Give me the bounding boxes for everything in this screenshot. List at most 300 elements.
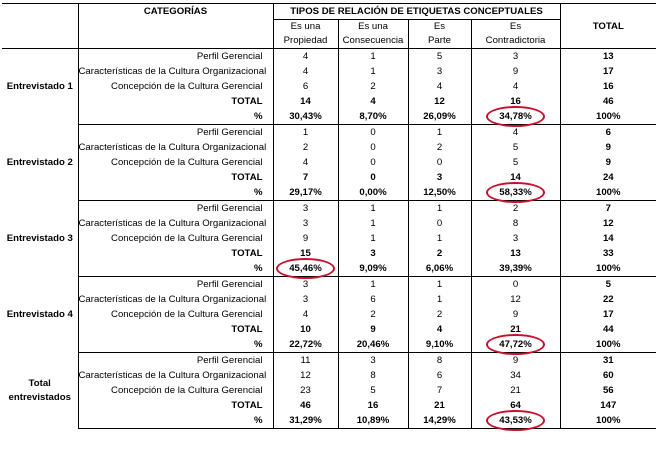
sub-header-line2: Consecuencia: [338, 34, 408, 49]
group-label-line: entrevistados: [8, 391, 71, 403]
cell-value: 1: [370, 279, 376, 290]
category-label: Características de la Cultura Organizacional: [78, 292, 273, 307]
cell-value: 0: [436, 157, 443, 168]
value-cell: [408, 109, 471, 125]
cell-value: 10: [300, 324, 311, 335]
value-cell: [471, 277, 560, 293]
value-cell: [273, 337, 338, 353]
value-cell: [471, 292, 560, 307]
value-cell: [408, 413, 471, 429]
value-cell: [471, 383, 560, 398]
row-total-cell: [560, 277, 656, 293]
value-cell: [273, 185, 338, 201]
cell-value: 12: [510, 294, 521, 305]
value-cell: [273, 368, 338, 383]
cell-value: 1: [370, 203, 376, 214]
cell-value: 1: [436, 294, 443, 305]
value-cell: [408, 383, 471, 398]
cell-value: 22,72%: [289, 339, 322, 350]
cell-value: 12: [434, 96, 445, 107]
value-cell: [408, 261, 471, 277]
total-label: TOTAL: [78, 322, 273, 337]
cell-value: 31,29%: [289, 415, 322, 426]
percent-label: %: [78, 413, 273, 429]
value-cell: [338, 413, 408, 429]
cell-value: 17: [602, 66, 614, 77]
value-cell: [338, 49, 408, 65]
cell-value: 14: [602, 233, 614, 244]
cell-value: 1: [436, 279, 443, 290]
value-cell: [471, 155, 560, 170]
cell-value: 5: [512, 157, 519, 168]
cell-value: 21: [434, 400, 445, 411]
total-row: [2, 170, 656, 185]
cell-value: 1: [370, 233, 376, 244]
row-total-cell: [560, 261, 656, 277]
value-cell: [273, 216, 338, 231]
cell-value: 9: [512, 66, 519, 77]
value-cell: [408, 185, 471, 201]
value-cell: [408, 322, 471, 337]
percent-row: [2, 413, 656, 429]
cell-value: 4: [302, 51, 309, 62]
cell-value: 1: [436, 127, 443, 138]
cell-value: 31: [602, 355, 614, 366]
sub-header-line2: Parte: [408, 34, 471, 49]
cell-value: 9: [302, 233, 309, 244]
total-label: TOTAL: [78, 94, 273, 109]
cell-value: 2: [436, 248, 443, 259]
highlighted-percent: 58,33%: [495, 185, 536, 200]
cell-value: 14: [510, 172, 521, 183]
value-cell: [408, 398, 471, 413]
blank-header-cell: [2, 4, 78, 20]
row-total-cell: [560, 322, 656, 337]
row-total-cell: [560, 398, 656, 413]
cell-value: 3: [436, 66, 443, 77]
category-label: Concepción de la Cultura Gerencial: [78, 231, 273, 246]
row-total-cell: [560, 368, 656, 383]
cell-value: 39,39%: [499, 263, 532, 274]
group-label: [2, 201, 78, 277]
cell-value: 4: [302, 66, 309, 77]
value-cell: [471, 140, 560, 155]
category-label: Perfil Gerencial: [78, 49, 273, 65]
cell-value: 21: [510, 324, 521, 335]
cell-value: 6,06%: [425, 263, 454, 274]
row-total-cell: [560, 337, 656, 353]
cell-value: 6: [605, 127, 611, 138]
table-row: [2, 231, 656, 246]
table-row: [2, 292, 656, 307]
value-cell: [273, 155, 338, 170]
sub-header-line1: Es una: [273, 20, 338, 35]
value-cell: [273, 261, 338, 277]
cell-value: 4: [370, 96, 376, 107]
cell-value: 5: [512, 142, 519, 153]
cell-value: 60: [602, 370, 614, 381]
row-total-cell: [560, 413, 656, 429]
cell-value: 3: [512, 233, 519, 244]
value-cell: [408, 231, 471, 246]
row-total-cell: [560, 49, 656, 65]
value-cell: [338, 337, 408, 353]
cell-value: 21: [510, 385, 521, 396]
row-total-cell: [560, 292, 656, 307]
cell-value: 44: [602, 324, 614, 335]
table-row: [2, 155, 656, 170]
row-total-cell: [560, 94, 656, 109]
cell-value: 4: [302, 309, 309, 320]
cell-value: 5: [605, 279, 611, 290]
cell-value: 16: [367, 400, 379, 411]
value-cell: [338, 155, 408, 170]
value-cell: [471, 49, 560, 65]
value-cell: [408, 246, 471, 261]
cell-value: 3: [370, 248, 376, 259]
value-cell: [338, 185, 408, 201]
cell-value: 64: [510, 400, 521, 411]
cell-value: 13: [602, 51, 614, 62]
value-cell: [338, 125, 408, 141]
cell-value: 3: [512, 51, 519, 62]
value-cell: [408, 79, 471, 94]
value-cell: [471, 413, 560, 429]
value-cell: [338, 292, 408, 307]
cell-value: 1: [436, 233, 443, 244]
percent-label: %: [78, 337, 273, 353]
value-cell: [338, 79, 408, 94]
cell-value: 147: [600, 400, 617, 411]
cell-value: 8: [436, 355, 443, 366]
cell-value: 9: [605, 157, 611, 168]
row-total-cell: [560, 109, 656, 125]
highlighted-percent: 34,78%: [495, 109, 536, 124]
cell-value: 29,17%: [289, 187, 322, 198]
cell-value: 12,50%: [423, 187, 456, 198]
value-cell: [273, 398, 338, 413]
cell-value: 1: [370, 66, 376, 77]
cell-value: 4: [512, 81, 519, 92]
value-cell: [408, 140, 471, 155]
value-cell: [273, 170, 338, 185]
total-row: [2, 94, 656, 109]
category-label: Características de la Cultura Organizacional: [78, 64, 273, 79]
value-cell: [408, 49, 471, 65]
cell-value: 1: [436, 203, 443, 214]
cell-value: 100%: [596, 339, 621, 350]
cell-value: 5: [436, 51, 443, 62]
cell-value: 2: [436, 309, 443, 320]
value-cell: [273, 383, 338, 398]
row-total-cell: [560, 383, 656, 398]
cell-value: 2: [302, 142, 309, 153]
cell-value: 23: [300, 385, 311, 396]
cell-value: 6: [370, 294, 376, 305]
sub-header-line1: Es: [471, 20, 560, 35]
category-label: Perfil Gerencial: [78, 201, 273, 217]
cell-value: 1: [302, 127, 309, 138]
cell-value: 46: [300, 400, 311, 411]
highlighted-percent: 47,72%: [495, 337, 536, 352]
value-cell: [338, 261, 408, 277]
value-cell: [408, 94, 471, 109]
cell-value: 4: [436, 324, 443, 335]
value-cell: [273, 125, 338, 141]
cell-value: 12: [602, 218, 614, 229]
results-table: [2, 3, 656, 429]
cell-value: 100%: [596, 415, 621, 426]
value-cell: [471, 79, 560, 94]
group-label: [2, 49, 78, 125]
value-cell: [273, 94, 338, 109]
cell-value: 46: [602, 96, 614, 107]
category-label: Concepción de la Cultura Gerencial: [78, 79, 273, 94]
cell-value: 9,10%: [425, 339, 454, 350]
cell-value: 16: [602, 81, 614, 92]
group-label-line: Entrevistado 2: [6, 156, 73, 168]
cell-value: 13: [510, 248, 521, 259]
category-label: Concepción de la Cultura Gerencial: [78, 383, 273, 398]
row-total-cell: [560, 353, 656, 369]
cell-value: 0: [436, 218, 443, 229]
group-label: [2, 353, 78, 429]
table-row: [2, 383, 656, 398]
category-label: Características de la Cultura Organizacional: [78, 140, 273, 155]
row-total-cell: [560, 216, 656, 231]
cell-value: 3: [370, 355, 376, 366]
table-row: [2, 216, 656, 231]
cell-value: 9: [512, 355, 519, 366]
value-cell: [338, 277, 408, 293]
table-body: [2, 49, 656, 429]
table-row: [2, 353, 656, 369]
value-cell: [471, 368, 560, 383]
value-cell: [338, 353, 408, 369]
percent-row: [2, 109, 656, 125]
percent-label: %: [78, 185, 273, 201]
percent-row: [2, 185, 656, 201]
categorias-header: CATEGORÍAS: [78, 4, 273, 20]
value-cell: [273, 140, 338, 155]
value-cell: [471, 231, 560, 246]
cell-value: 3: [302, 279, 309, 290]
value-cell: [338, 109, 408, 125]
row-total-cell: [560, 64, 656, 79]
value-cell: [273, 307, 338, 322]
value-cell: [338, 307, 408, 322]
value-cell: [471, 261, 560, 277]
total-label: TOTAL: [78, 246, 273, 261]
row-total-cell: [560, 140, 656, 155]
percent-label: %: [78, 109, 273, 125]
table-row: [2, 201, 656, 217]
value-cell: [338, 64, 408, 79]
value-cell: [408, 201, 471, 217]
category-label: Concepción de la Cultura Gerencial: [78, 307, 273, 322]
cell-value: 56: [602, 385, 614, 396]
value-cell: [338, 216, 408, 231]
value-cell: [273, 353, 338, 369]
table-row: [2, 140, 656, 155]
cell-value: 16: [510, 96, 521, 107]
category-label: Perfil Gerencial: [78, 353, 273, 369]
cell-value: 8: [370, 370, 376, 381]
value-cell: [273, 49, 338, 65]
cell-value: 17: [602, 309, 614, 320]
group-label-line: Total: [28, 377, 51, 389]
value-cell: [408, 155, 471, 170]
cell-value: 6: [436, 370, 443, 381]
group-label-line: Entrevistado 4: [6, 308, 73, 320]
value-cell: [273, 413, 338, 429]
value-cell: [338, 246, 408, 261]
cell-value: 3: [302, 218, 309, 229]
cell-value: 4: [302, 157, 309, 168]
value-cell: [273, 64, 338, 79]
value-cell: [338, 201, 408, 217]
value-cell: [338, 170, 408, 185]
cell-value: 0: [512, 279, 519, 290]
group-label: [2, 125, 78, 201]
value-cell: [408, 292, 471, 307]
cell-value: 1: [370, 218, 376, 229]
cell-value: 14,29%: [423, 415, 456, 426]
value-cell: [273, 109, 338, 125]
row-total-cell: [560, 307, 656, 322]
category-label: Concepción de la Cultura Gerencial: [78, 155, 273, 170]
cell-value: 11: [300, 355, 311, 366]
value-cell: [338, 140, 408, 155]
highlighted-percent: 45,46%: [285, 261, 326, 276]
row-total-cell: [560, 246, 656, 261]
value-cell: [471, 246, 560, 261]
value-cell: [471, 337, 560, 353]
group-label-line: Entrevistado 1: [6, 80, 73, 92]
sub-header-line1: Es: [408, 20, 471, 35]
percent-row: [2, 337, 656, 353]
total-row: [2, 246, 656, 261]
total-label: TOTAL: [78, 170, 273, 185]
cell-value: 100%: [596, 111, 621, 122]
value-cell: [408, 353, 471, 369]
cell-value: 9: [370, 324, 376, 335]
value-cell: [408, 170, 471, 185]
table-row: [2, 368, 656, 383]
cell-value: 0: [370, 157, 376, 168]
value-cell: [408, 125, 471, 141]
cell-value: 34: [510, 370, 521, 381]
sub-header-line1: Es una: [338, 20, 408, 35]
cell-value: 33: [602, 248, 614, 259]
cell-value: 8,70%: [359, 111, 387, 122]
cell-value: 9: [605, 142, 611, 153]
value-cell: [408, 64, 471, 79]
value-cell: [408, 307, 471, 322]
value-cell: [408, 337, 471, 353]
category-label: Perfil Gerencial: [78, 125, 273, 141]
value-cell: [408, 277, 471, 293]
table-row: [2, 307, 656, 322]
value-cell: [408, 368, 471, 383]
value-cell: [338, 94, 408, 109]
cell-value: 4: [436, 81, 443, 92]
row-total-cell: [560, 125, 656, 141]
cell-value: 12: [300, 370, 311, 381]
cell-value: 2: [370, 309, 376, 320]
cell-value: 100%: [596, 263, 621, 274]
cell-value: 1: [370, 51, 376, 62]
cell-value: 3: [436, 172, 443, 183]
value-cell: [273, 231, 338, 246]
cell-value: 0: [370, 127, 376, 138]
value-cell: [273, 79, 338, 94]
value-cell: [471, 185, 560, 201]
row-total-cell: [560, 170, 656, 185]
total-row: [2, 322, 656, 337]
cell-value: 5: [370, 385, 376, 396]
value-cell: [471, 216, 560, 231]
value-cell: [338, 368, 408, 383]
cell-value: 7: [436, 385, 443, 396]
value-cell: [338, 398, 408, 413]
cell-value: 26,09%: [423, 111, 456, 122]
cell-value: 3: [302, 203, 309, 214]
total-row: [2, 398, 656, 413]
sub-header-line2: Contradictoria: [471, 34, 560, 49]
cell-value: 10,89%: [356, 415, 390, 426]
row-total-cell: [560, 201, 656, 217]
sub-header-line2: Propiedad: [273, 34, 338, 49]
cell-value: 0: [370, 142, 376, 153]
row-total-cell: [560, 79, 656, 94]
value-cell: [471, 109, 560, 125]
highlighted-percent: 43,53%: [495, 413, 536, 428]
value-cell: [408, 216, 471, 231]
cell-value: 14: [300, 96, 311, 107]
row-total-cell: [560, 155, 656, 170]
category-label: Características de la Cultura Organizacional: [78, 368, 273, 383]
row-total-cell: [560, 231, 656, 246]
group-label-line: Entrevistado 3: [6, 232, 73, 244]
table-row: [2, 125, 656, 141]
table-row: [2, 277, 656, 293]
total-label: TOTAL: [78, 398, 273, 413]
category-label: Perfil Gerencial: [78, 277, 273, 293]
row-total-cell: [560, 185, 656, 201]
percent-row: [2, 261, 656, 277]
category-label: Características de la Cultura Organizacional: [78, 216, 273, 231]
cell-value: 24: [602, 172, 614, 183]
value-cell: [273, 201, 338, 217]
total-header: TOTAL: [560, 4, 656, 49]
group-label: [2, 277, 78, 353]
value-cell: [273, 322, 338, 337]
value-cell: [471, 64, 560, 79]
cell-value: 100%: [596, 187, 621, 198]
cell-value: 20,46%: [356, 339, 390, 350]
cell-value: 2: [436, 142, 443, 153]
percent-label: %: [78, 261, 273, 277]
cell-value: 8: [512, 218, 519, 229]
cell-value: 30,43%: [289, 111, 322, 122]
cell-value: 15: [300, 248, 311, 259]
cell-value: 2: [370, 81, 376, 92]
cell-value: 7: [302, 172, 309, 183]
cell-value: 4: [512, 127, 519, 138]
cell-value: 2: [512, 203, 519, 214]
cell-value: 9: [512, 309, 519, 320]
